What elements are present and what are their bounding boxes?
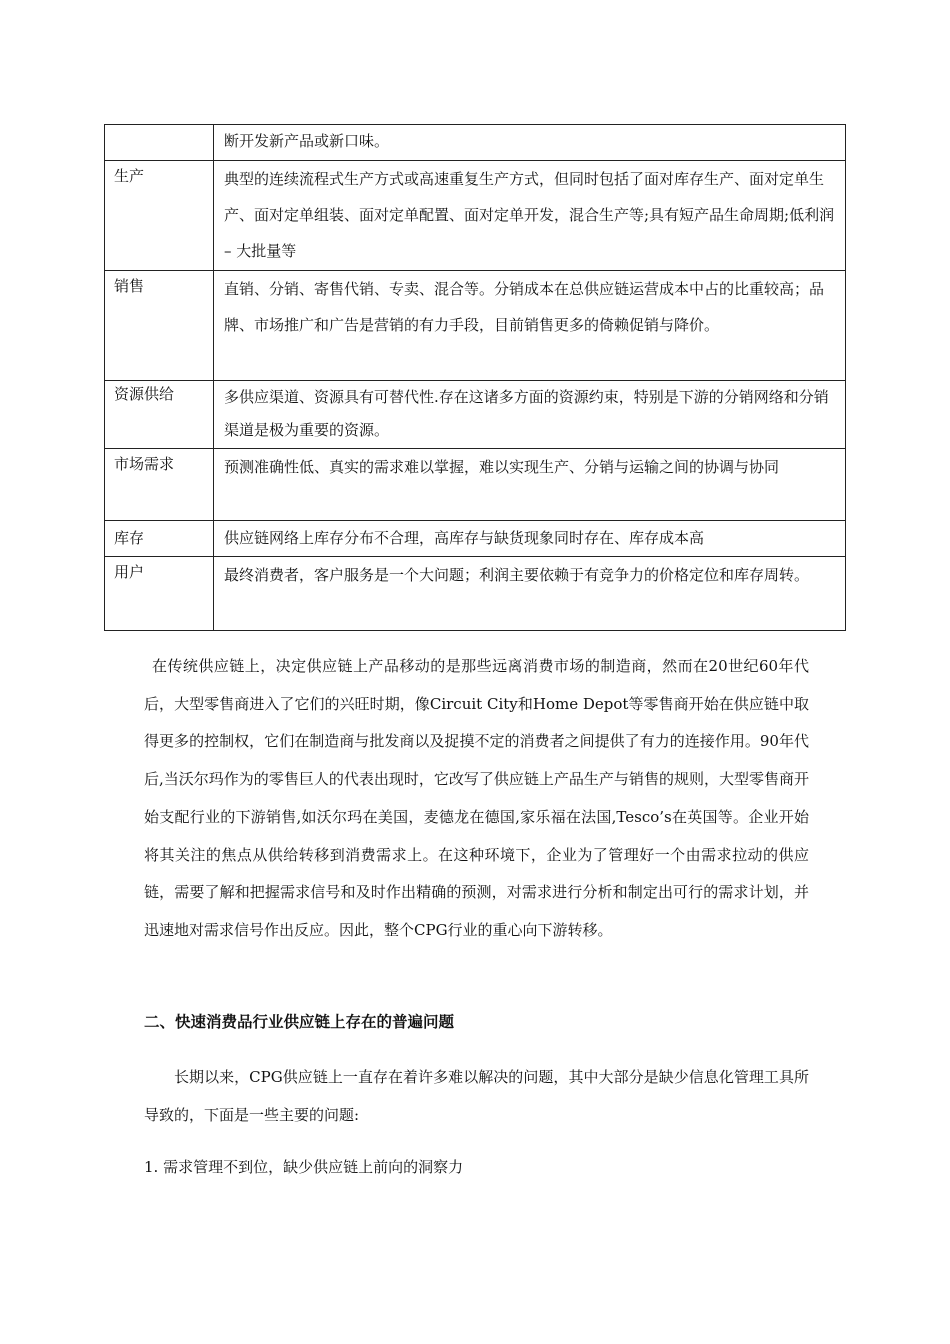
- row-content: 直销、分销、寄售代销、专卖、混合等。分销成本在总供应链运营成本中占的比重较高；品牌、市场推广和广告是营销的有力手段，目前销售更多的倚赖促销与降价。: [214, 271, 846, 381]
- row-content: 供应链网络上库存分布不合理，高库存与缺货现象同时存在、库存成本高: [214, 521, 846, 557]
- table-row: [105, 125, 846, 161]
- row-label: 销售: [105, 271, 214, 381]
- row-label: 资源供给: [105, 381, 214, 449]
- row-label: 库存: [105, 521, 214, 557]
- row-label: [105, 125, 214, 161]
- supply-chain-characteristics-table: [104, 124, 846, 631]
- table-row: [105, 449, 846, 521]
- row-content: 典型的连续流程式生产方式或高速重复生产方式，但同时包括了面对库存生产、面对定单生产、面对定单组装、面对定单配置、面对定单开发，混合生产等;具有短产品生命周期;低利润 – 大批量等: [214, 161, 846, 271]
- body-paragraph: 在传统供应链上，决定供应链上产品移动的是那些远离消费市场的制造商，然而在20世纪60年代后，大型零售商进入了它们的兴旺时期，像Circuit City和Home Depot等零售商开始在供应链中取得更多的控制权，它们在制造商与批发商以及捉摸不定的消费者之间提供了有力的连接作用。90年代后,当沃尔玛作为的零售巨人的代表出现时，它改写了供应链上产品生产与销售的规则，大型零售商开始支配行业的下游销售,如沃尔玛在美国，麦德龙在德国,家乐福在法国,Tesco’s在英国等。企业开始将其关注的焦点从供给转移到消费需求上。在这种环境下，企业为了管理好一个由需求拉动的供应链，需要了解和把握需求信号和及时作出精确的预测，对需求进行分析和制定出可行的需求计划，并迅速地对需求信号作出反应。因此，整个CPG行业的重心向下游转移。: [144, 657, 809, 939]
- row-content: 断开发新产品或新口味。: [214, 125, 846, 161]
- list-item: 1. 需求管理不到位，缺少供应链上前向的洞察力: [144, 1158, 464, 1176]
- table-row: [105, 521, 846, 557]
- table-row: [105, 161, 846, 271]
- table-row: [105, 271, 846, 381]
- table-row: [105, 557, 846, 631]
- row-label: 市场需求: [105, 449, 214, 521]
- row-content: 多供应渠道、资源具有可替代性.存在这诸多方面的资源约束，特别是下游的分销网络和分销渠道是极为重要的资源。: [214, 381, 846, 449]
- row-label: 用户: [105, 557, 214, 631]
- row-label: 生产: [105, 161, 214, 271]
- row-content: 预测准确性低、真实的需求难以掌握，难以实现生产、分销与运输之间的协调与协同: [214, 449, 846, 521]
- row-content: 最终消费者，客户服务是一个大问题；利润主要依赖于有竞争力的价格定位和库存周转。: [214, 557, 846, 631]
- body-paragraph: 长期以来，CPG供应链上一直存在着许多难以解决的问题，其中大部分是缺少信息化管理工具所导致的，下面是一些主要的问题:: [144, 1068, 809, 1124]
- section-heading: 二、快速消费品行业供应链上存在的普遍问题: [144, 1013, 455, 1031]
- table-row: [105, 381, 846, 449]
